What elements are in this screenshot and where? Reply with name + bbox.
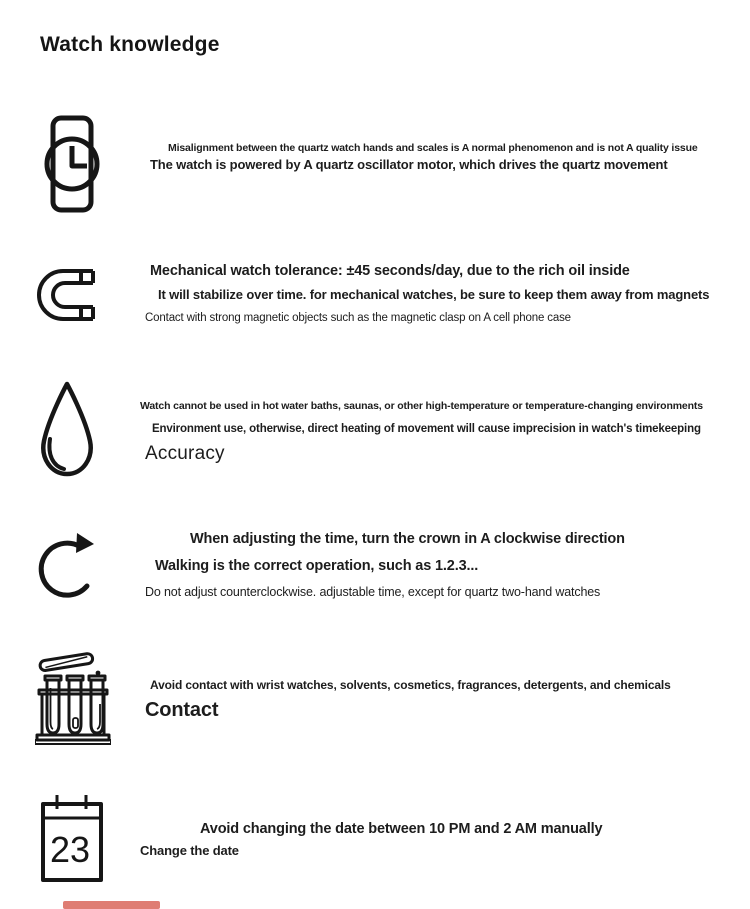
adjust-sub-line: Walking is the correct operation, such as 1.2.3... (155, 558, 479, 574)
test-tubes-icon (35, 648, 111, 746)
temperature-note-line: Watch cannot be used in hot water baths, saunas, or other high-temperature or temperature-changing environments (140, 400, 703, 412)
water-drop-icon (40, 379, 94, 479)
watch-icon (42, 115, 102, 213)
date-sub-line: Change the date (140, 843, 239, 858)
chemicals-note-line: Avoid contact with wrist watches, solvents, cosmetics, fragrances, detergents, and chemicals (150, 678, 671, 692)
calendar-day-number: 23 (49, 829, 91, 870)
adjust-main-line: When adjusting the time, turn the crown in A clockwise direction (190, 531, 625, 547)
adjust-note-line: Do not adjust counterclockwise. adjustable time, except for quartz two-hand watches (145, 585, 601, 599)
quartz-note-line: Misalignment between the quartz watch hands and scales is A normal phenomenon and is not A quality issue (168, 142, 698, 154)
calendar-icon (40, 793, 104, 883)
page-title: Watch knowledge (40, 33, 220, 56)
bottom-accent-bar (63, 901, 160, 909)
contact-heading: Contact (145, 699, 219, 721)
magnet-note-line: Contact with strong magnetic objects such as the magnetic clasp on A cell phone case (145, 312, 571, 324)
magnet-sub-line: It will stabilize over time. for mechanical watches, be sure to keep them away from magnets (158, 287, 710, 302)
magnet-icon (37, 266, 95, 324)
temperature-sub-line: Environment use, otherwise, direct heating of movement will cause imprecision in watch's timekeeping (152, 423, 701, 435)
quartz-main-line: The watch is powered by A quartz oscillator motor, which drives the quartz movement (150, 157, 668, 172)
magnet-main-line: Mechanical watch tolerance: ±45 seconds/day, due to the rich oil inside (150, 263, 630, 279)
accuracy-heading: Accuracy (145, 443, 225, 464)
clockwise-arrow-icon (37, 527, 99, 603)
date-main-line: Avoid changing the date between 10 PM and 2 AM manually (200, 821, 603, 837)
